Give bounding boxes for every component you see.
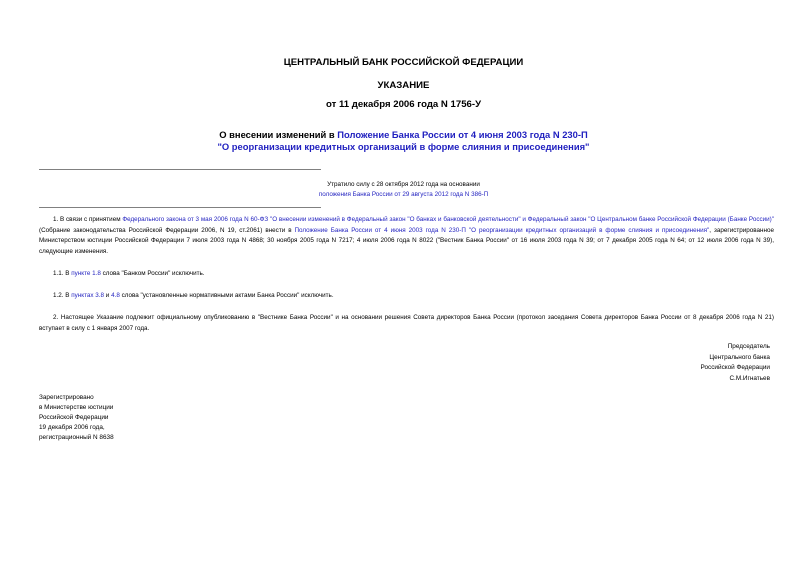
paragraph-1-2-text-b: и (104, 292, 112, 299)
paragraph-1-text-a: 1. В связи с принятием (53, 216, 123, 223)
clause-4-8-link[interactable]: 4.8 (111, 292, 120, 299)
paragraph-1-2-text-a: 1.2. В (53, 292, 72, 299)
registration-line-2: в Министерстве юстиции (39, 404, 114, 411)
divider-bottom (39, 207, 321, 208)
title-link-regulation[interactable]: Положение Банка России от 4 июня 2003 года N 230-П (337, 129, 588, 140)
divider-top (39, 169, 321, 170)
clause-3-8-link[interactable]: пунктах 3.8 (71, 292, 105, 299)
regulation-link[interactable]: Положение Банка России от 4 июня 2003 года N 230-П "О реорганизации кредитных организаций в форме слияния и присоединения" (294, 226, 710, 234)
paragraph-1-1-text-a: 1.1. В (53, 270, 72, 277)
signature-country: Российской Федерации (700, 364, 770, 371)
title-link-regulation-name[interactable]: "О реорганизации кредитных организаций в форме слияния и присоединения" (217, 141, 590, 152)
repeal-note-text: Утратило силу с 28 октября 2012 года на основании (327, 181, 480, 188)
paragraph-1-2-text-c: слова "установленные нормативными актами Банка России" исключить. (119, 292, 334, 299)
registration-line-1: Зарегистрировано (39, 394, 94, 401)
signature-name: С.М.Игнатьев (729, 374, 770, 382)
repeal-note-link[interactable]: положения Банка России от 29 августа 2012 года N 386-П (318, 191, 489, 198)
paragraph-1-2 (39, 291, 774, 302)
federal-law-link[interactable]: Федерального закона от 3 мая 2006 года N 60-ФЗ "О внесении изменений в Федеральный закон "О банках и банковской деятельности" и Федеральный закон "О Центральном банке Российской Федерации (Банке России)" (122, 216, 774, 223)
registration-block (39, 393, 114, 443)
paragraph-1-1-text-b: слова "Банком России" исключить. (100, 270, 205, 277)
paragraph-1-text-c: , зарегистрированное Министерством юстиции Российской Федерации 7 июля 2003 года N 4868; 30 ноября 2005 года N 7217; 4 июля 2006 года N 8022 ("Вестник Банка России" от 16 июля 2003 года N 39; от 7 декабря 2005 года N 64; от 12 июля 2006 года N 39), следующие изменения. (39, 226, 775, 255)
title-prefix: О внесении изменений в (219, 129, 338, 140)
registration-line-5: регистрационный N 8638 (39, 434, 114, 441)
paragraph-1-1 (39, 269, 774, 280)
document-date-number: от 11 декабря 2006 года N 1756-У (325, 99, 482, 110)
signature-organization: Центрального банка (709, 353, 770, 361)
paragraph-1-text-b: (Собрание законодательства Российской Федерации 2006, N 19, ст.2061) внести в (39, 226, 295, 234)
signature-block (701, 342, 771, 384)
paragraph-1 (39, 215, 774, 257)
document-type: УКАЗАНИЕ (377, 80, 430, 91)
clause-1-8-link[interactable]: пункте 1.8 (71, 270, 101, 277)
bank-name: ЦЕНТРАЛЬНЫЙ БАНК РОССИЙСКОЙ ФЕДЕРАЦИИ (283, 57, 524, 68)
registration-line-4: 19 декабря 2006 года, (39, 424, 105, 431)
paragraph-2: 2. Настоящее Указание подлежит официальному опубликованию в "Вестнике Банка России" и на основании решения Совета директоров Банка России (протокол заседания Совета директоров Банка России от 8 декабря 2006 года N 21) вступает в силу с 1 января 2007 года. (39, 314, 774, 332)
registration-line-3: Российской Федерации (39, 414, 109, 421)
repeal-note (0, 180, 807, 200)
document-title (0, 129, 807, 153)
signature-title: Председатель (727, 343, 770, 350)
